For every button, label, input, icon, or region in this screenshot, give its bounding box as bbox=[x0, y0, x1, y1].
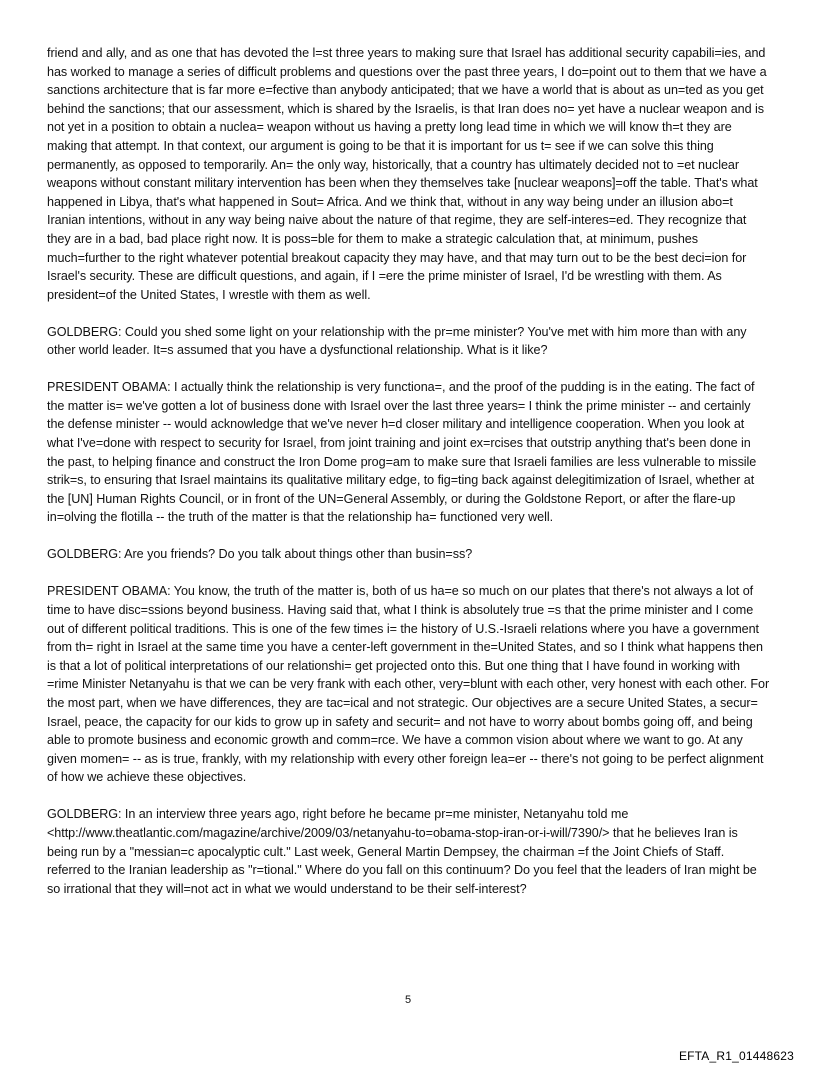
paragraph-obama-relationship: PRESIDENT OBAMA: I actually think the relationship is very functiona=, and the proof of the pudding is in the eating. The fact of the matter is= we've gotten a lot of business done with Israel over the last three years= I think the prime minister -- and certainly the defense minister -- would acknowledge that we've never h=d closer military and intelligence cooperation. When you look at what I've=done with respect to security for Israel, from joint training and joint ex=rcises that outstrip anything that's been done in the past, to helping finance and construct the Iron Dome prog=am to make sure that Israeli families are less vulnerable to missile strik=s, to ensuring that Israel maintains its qualitative military edge, to fig=ting back against delegitimization of Israel, whether at the [UN] Human Rights Council, or in front of the UN=General Assembly, or during the Goldstone Report, or after the flare-up in=olving the flotilla -- the truth of the matter is that the relationship ha= functioned very well. bbox=[47, 380, 757, 525]
document-body bbox=[47, 44, 771, 917]
page-number: 5 bbox=[404, 994, 412, 1006]
document-id-stamp: EFTA_R1_01448623 bbox=[678, 1049, 794, 1063]
paragraph-goldberg-netanyahu: GOLDBERG: In an interview three years ago, right before he became pr=me minister, Netanyahu told me <http://www.theatlantic.com/magazine/archive/2009/03/netanyahu-to=obama-stop-iran-or-i-will/7390/> that he believes Iran is being run by a "messian=c apocalyptic cult." Last week, General Martin Dempsey, the chairman =f the Joint Chiefs of Staff. referred to the Iranian leadership as "r=tional." Where do you fall on this continuum? Do you feel that the leaders of Iran might be so irrational that they will=not act in what we would understand to be their self-interest? bbox=[47, 807, 757, 896]
paragraph-goldberg-friends: GOLDBERG: Are you friends? Do you talk about things other than busin=ss? bbox=[47, 547, 473, 562]
paragraph-obama-continued: friend and ally, and as one that has devoted the l=st three years to making sure that Israel has additional security capabili=ies, and has worked to manage a series of difficult problems and questions over the past three years, I do=point out to them that we have a sanctions architecture that is far more e=fective than anybody anticipated; that we have a world that is about as un=ted as you get behind the sanctions; that our assessment, which is shared by the Israelis, is that Iran does no= yet have a nuclear weapon and is not yet in a position to obtain a nuclea= weapon without us having a pretty long lead time in which we will know th=t they are making that attempt. In that context, our argument is going to be that it is important for us t= see if we can solve this thing permanently, as opposed to temporarily. An= the only way, historically, that a country has ultimately decided not to =et nuclear weapons without constant military intervention has been when they themselves take [nuclear weapons]=off the table. That's what happened in Libya, that's what happened in Sout= Africa. And we think that, without in any way being under an illusion abo=t Iranian intentions, without in any way being naive about the nature of that regime, they are self-interes=ed. They recognize that they are in a bad, bad place right now. It is poss=ble for them to make a strategic calculation that, at minimum, pushes much=further to the right whatever potential breakout capacity they may have, and that may turn out to be the best deci=ion for Israel's security. These are difficult questions, and again, if I =ere the prime minister of Israel, I'd be wrestling with them. As president=of the United States, I wrestle with them as well. bbox=[47, 46, 767, 302]
paragraph-goldberg-relationship: GOLDBERG: Could you shed some light on your relationship with the pr=me minister? You've met with him more than with any other world leader. It=s assumed that you have a dysfunctional relationship. What is it like? bbox=[47, 324, 747, 358]
paragraph-obama-friends: PRESIDENT OBAMA: You know, the truth of the matter is, both of us ha=e so much on our plates that there's not always a lot of time to have disc=ssions beyond business. Having said that, what I think is absolutely true =s that the prime minister and I come out of different political traditions. This is one of the few times i= the history of U.S.-Israeli relations where you have a government from th= right in Israel at the same time you have a center-left government in the=United States, and so I think what happens then is that a lot of political interpretations of our relationshi= get projected onto this. But one thing that I have found in working with =rime Minister Netanyahu is that we can be very frank with each other, very=blunt with each other, very honest with each other. For the most part, when we have differences, they are tac=ical and not strategic. Our objectives are a secure United States, a secur= Israel, peace, the capacity for our kids to grow up in safety and securit= and not have to worry about bombs going off, and being able to promote business and economic growth and comm=rce. We have a common vision about where we want to go. At any given momen= -- as is true, frankly, with my relationship with every other foreign lea=er -- there's not going to be perfect alignment of how we achieve these objectives. bbox=[47, 584, 770, 785]
